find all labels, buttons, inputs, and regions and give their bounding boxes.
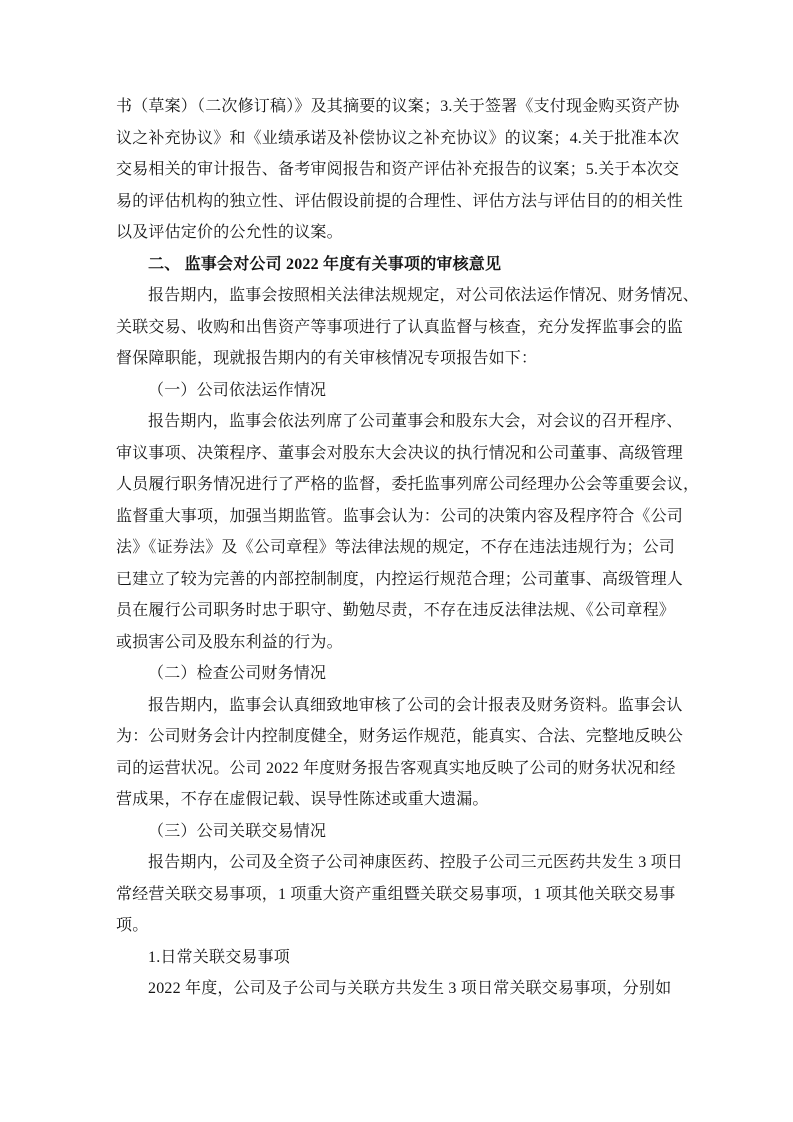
subsection-heading: （二）检查公司财务情况 <box>148 665 327 682</box>
document-page <box>116 91 700 1005</box>
text-line: 监督重大事项，加强当期监管。监事会认为：公司的决策内容及程序符合《公司 <box>116 507 684 525</box>
text-line: 交易相关的审计报告、备考审阅报告和资产评估补充报告的议案；5.关于本次交 <box>116 161 680 178</box>
text-line: 督保障职能，现就报告期内的有关审核情况专项报告如下： <box>116 350 538 367</box>
text-line: 或损害公司及股东利益的行为。 <box>116 633 343 651</box>
text-line: 法》《证券法》及《公司章程》等法律法规的规定，不存在违法违规行为；公司 <box>116 539 676 556</box>
text-line: 2022 年度，公司及子公司与关联方共发生 3 项日常关联交易事项，分别如 <box>148 980 672 997</box>
text-line: 报告期内，监事会认真细致地审核了公司的会计报表及财务资料。监事会认 <box>148 696 683 714</box>
text-line: 员在履行公司职务时忠于职守、勤勉尽责，不存在违反法律法规、《公司章程》 <box>116 602 676 619</box>
text-line: 为：公司财务会计内控制度健全，财务运作规范，能真实、合法、完整地反映公 <box>116 728 684 745</box>
text-line: 人员履行职务情况进行了严格的监督，委托监事列席公司经理办公会等重要会议， <box>116 476 700 493</box>
subsection-heading: （三）公司关联交易情况 <box>148 822 327 840</box>
text-line: 关联交易、收购和出售资产等事项进行了认真监督与核查，充分发挥监事会的监 <box>116 318 684 336</box>
text-line: 营成果，不存在虚假记载、误导性陈述或重大遗漏。 <box>116 791 489 808</box>
text-line: 易的评估机构的独立性、评估假设前提的合理性、评估方法与评估目的的相关性 <box>116 192 684 210</box>
text-line: 报告期内，监事会依法列席了公司董事会和股东大会，对会议的召开程序、 <box>148 413 683 430</box>
text-line: 报告期内，公司及全资子公司神康医药、控股子公司三元医药共发生 3 项日 <box>148 854 684 871</box>
text-line: 报告期内，监事会按照相关法律法规规定，对公司依法运作情况、财务情况、 <box>148 287 699 304</box>
text-line: 项。 <box>116 917 149 934</box>
text-line: 以及评估定价的公允性的议案。 <box>116 224 343 241</box>
text-line: 已建立了较为完善的内部控制制度，内控运行规范合理；公司董事、高级管理人 <box>116 570 684 588</box>
section-heading: 二、 监事会对公司 2022 年度有关事项的审核意见 <box>148 255 502 273</box>
text-line: 书（草案）（二次修订稿）》及其摘要的议案；3.关于签署《支付现金购买资产协 <box>116 98 680 115</box>
text-line: 审议事项、决策程序、董事会对股东大会决议的执行情况和公司董事、高级管理 <box>116 444 684 462</box>
text-line: 常经营关联交易事项，1 项重大资产重组暨关联交易事项，1 项其他关联交易事 <box>116 885 676 903</box>
list-item-heading: 1.日常关联交易事项 <box>148 948 291 966</box>
text-line: 司的运营状况。公司 2022 年度财务报告客观真实地反映了公司的财务状况和经 <box>116 759 676 777</box>
text-line: 议之补充协议》和《业绩承诺及补偿协议之补充协议》的议案；4.关于批准本次 <box>116 129 680 147</box>
subsection-heading: （一）公司依法运作情况 <box>148 381 327 399</box>
